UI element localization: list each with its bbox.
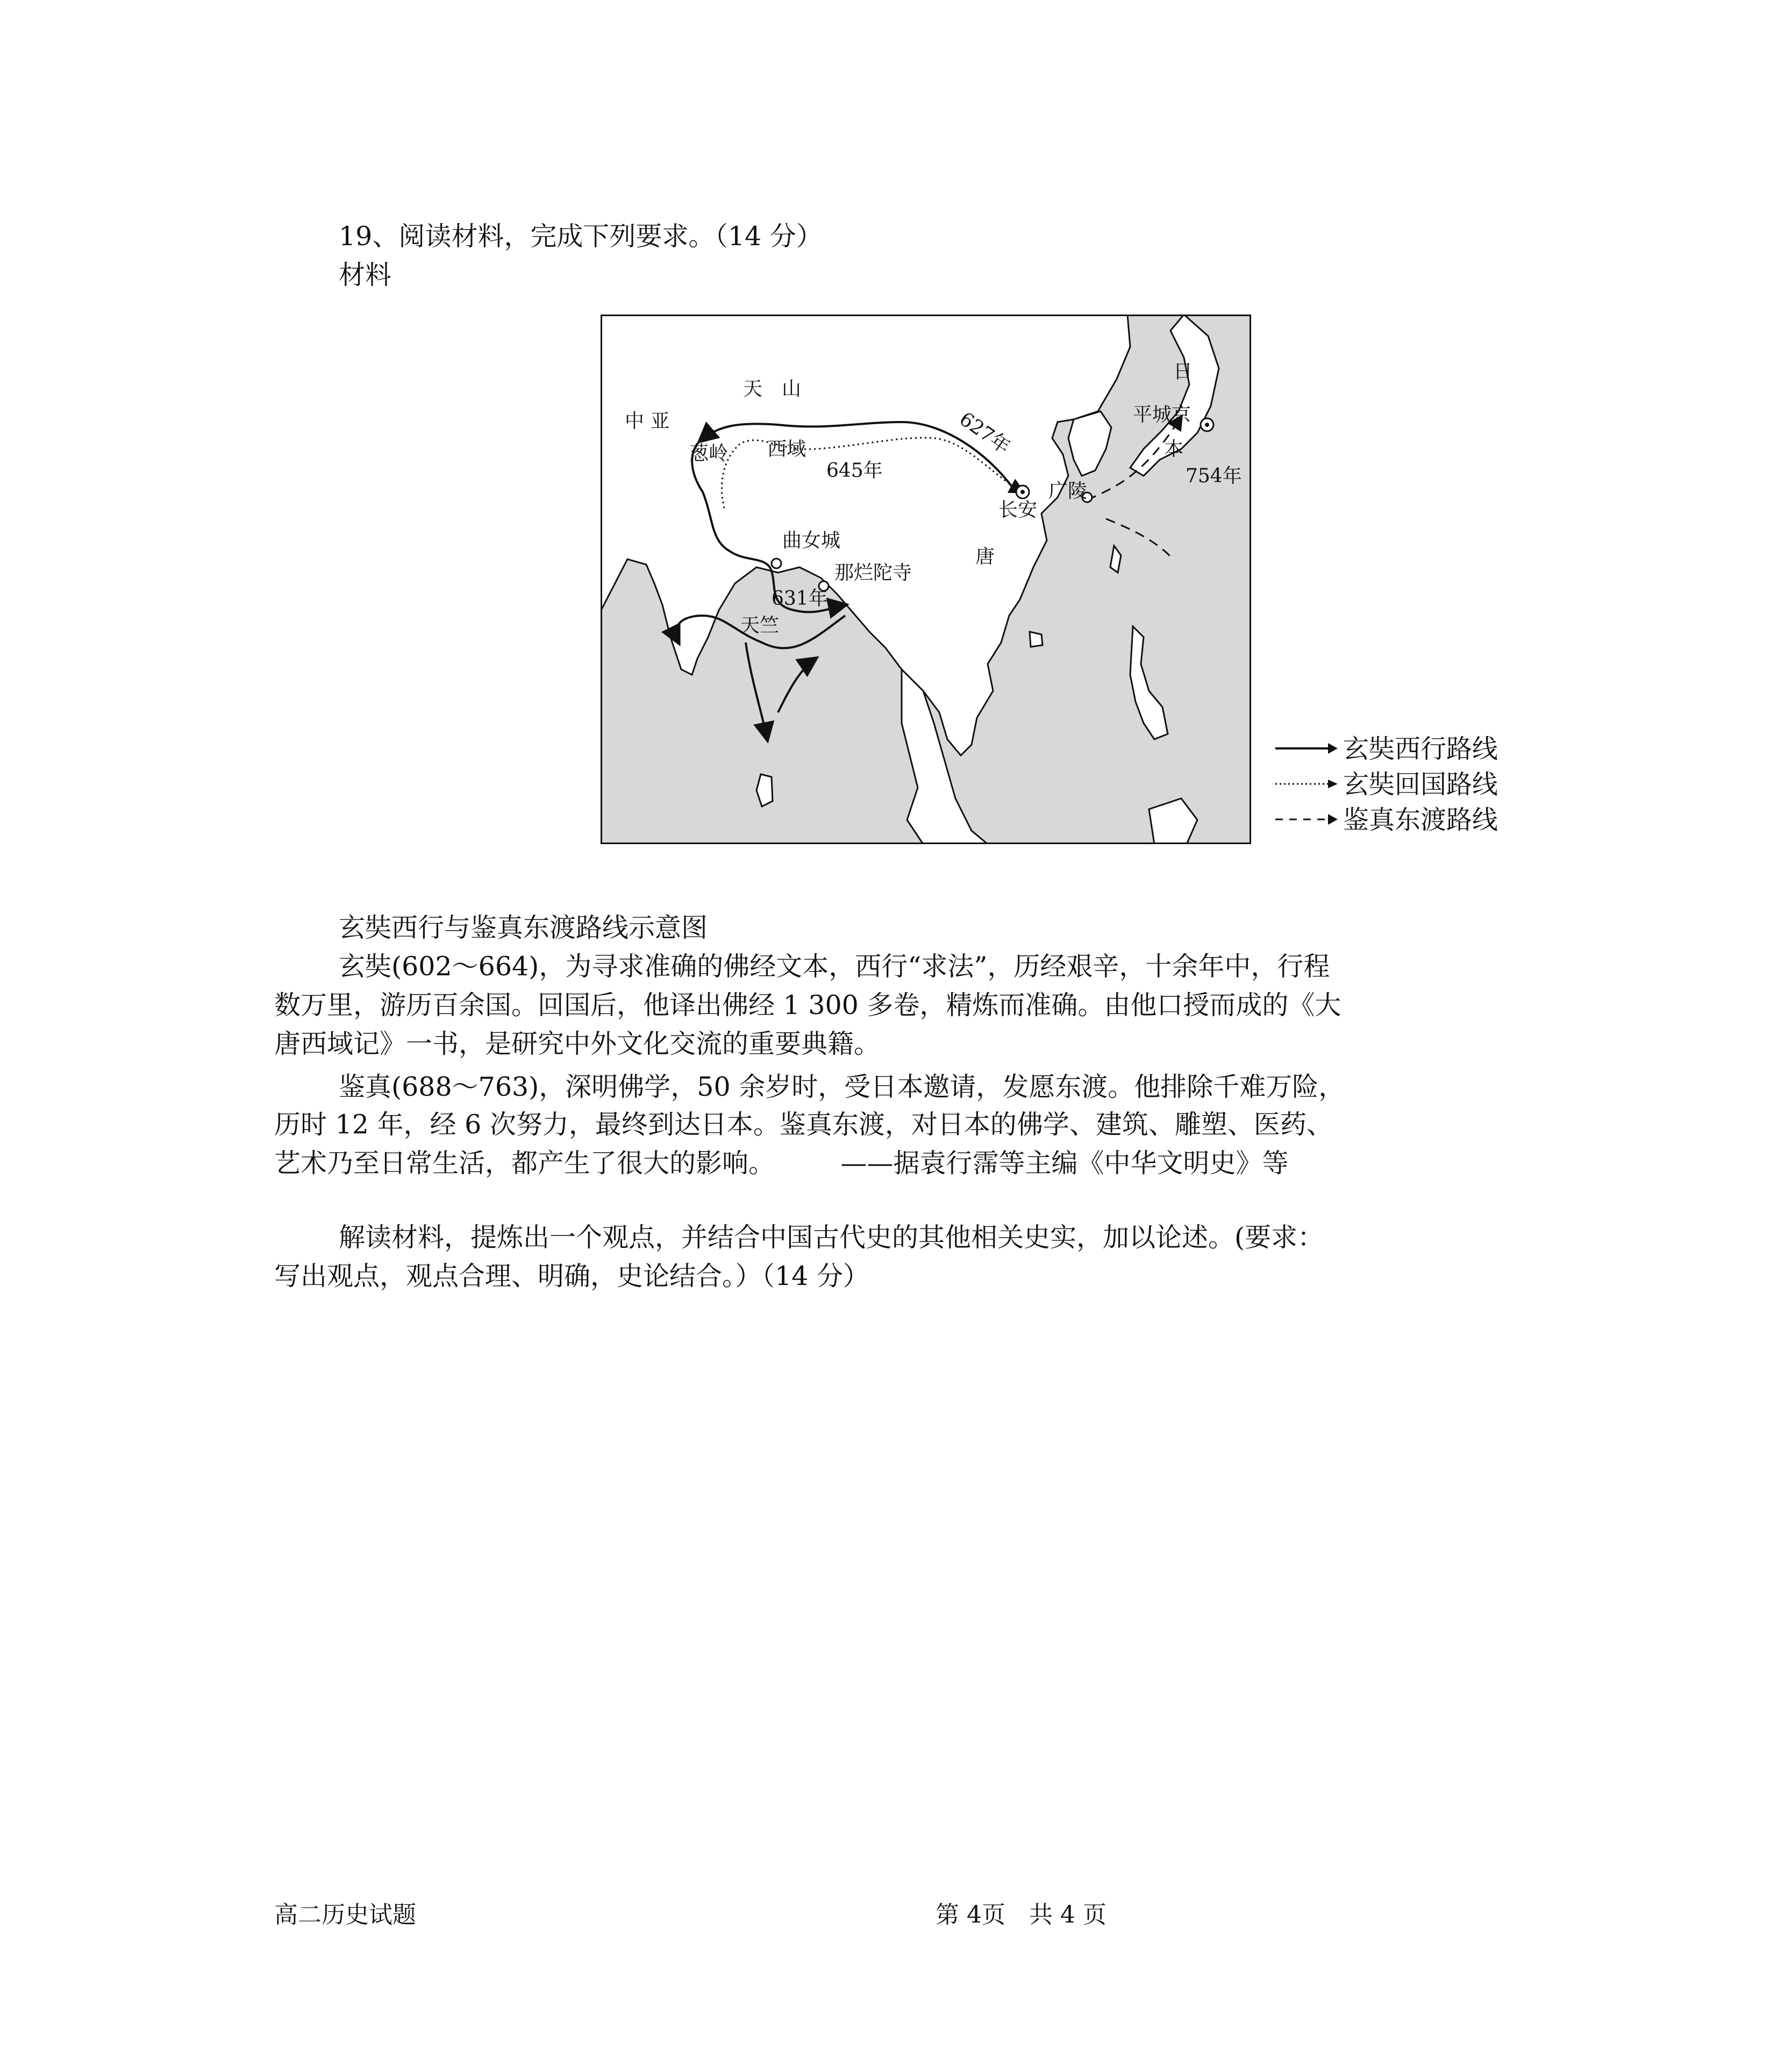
- footer-page-number: 第 4页 共 4 页: [936, 1901, 1106, 1929]
- passage-line-1: 玄奘(602～664)，为寻求准确的佛经文本，西行“求法”，历经艰辛，十余年中，行程: [339, 951, 1330, 982]
- legend-label-west: 玄奘西行路线: [1343, 734, 1498, 764]
- label-guangling: 广陵: [1048, 480, 1088, 502]
- label-627: 627年: [955, 408, 1015, 459]
- qunv-marker: [772, 559, 781, 568]
- legend-label-return: 玄奘回国路线: [1343, 769, 1498, 799]
- footer-subject: 高二历史试题: [274, 1901, 416, 1929]
- label-tianzhu: 天竺: [740, 615, 780, 637]
- dotted-line-icon: [1274, 773, 1339, 795]
- label-zhongya: 中 亚: [625, 410, 670, 432]
- question-header: 19、阅读材料，完成下列要求。（14 分）: [339, 221, 823, 252]
- passage-line-4: 鉴真(688～763)，深明佛学，50 余岁时，受日本邀请，发愿东渡。他排除千难万险，: [339, 1072, 1345, 1102]
- task-line-1: 解读材料，提炼出一个观点，并结合中国古代史的其他相关史实，加以论述。(要求：: [339, 1222, 1324, 1253]
- label-congling: 葱岭: [689, 442, 729, 465]
- task-line-2: 写出观点，观点合理、明确，史论结合。）（14 分）: [274, 1261, 869, 1291]
- label-645: 645年: [826, 460, 883, 482]
- passage-line-3: 唐西域记》一书，是研究中外文化交流的重要典籍。: [274, 1029, 881, 1059]
- map-legend: [1274, 731, 1522, 838]
- legend-row-west: [1274, 731, 1522, 767]
- route-map: [601, 315, 1251, 844]
- label-xiyu: 西域: [767, 438, 806, 460]
- label-qunv: 曲女城: [782, 530, 841, 552]
- label-tang: 唐: [975, 546, 995, 568]
- passage-line-2: 数万里，游历百余国。回国后，他译出佛经 1 300 多卷，精炼而准确。由他口授而成的《大: [274, 990, 1341, 1020]
- dashed-line-icon: [1274, 809, 1339, 830]
- label-754: 754年: [1186, 465, 1242, 487]
- legend-row-east: [1274, 802, 1522, 838]
- material-label: 材料: [339, 260, 392, 290]
- label-changan: 长安: [998, 499, 1038, 521]
- map-caption: 玄奘西行与鉴真东渡路线示意图: [339, 912, 708, 943]
- label-ri: 日: [1173, 361, 1193, 383]
- label-tianshan: 天 山: [743, 378, 802, 400]
- legend-label-east: 鉴真东渡路线: [1343, 805, 1498, 835]
- label-631: 631年: [772, 588, 828, 610]
- passage-line-6: 艺术乃至日常生活，都产生了很大的影响。 ——据袁行霈等主编《中华文明史》等: [274, 1148, 1289, 1179]
- hainan-island: [1030, 632, 1043, 647]
- label-ben: 本: [1164, 438, 1184, 460]
- label-pingcheng: 平城京: [1133, 404, 1191, 426]
- solid-line-icon: [1274, 738, 1339, 759]
- passage-line-5: 历时 12 年，经 6 次努力，最终到达日本。鉴真东渡，对日本的佛学、建筑、雕塑、医药、: [274, 1109, 1333, 1140]
- label-nalanda: 那烂陀寺: [834, 562, 912, 584]
- legend-row-return: [1274, 767, 1522, 802]
